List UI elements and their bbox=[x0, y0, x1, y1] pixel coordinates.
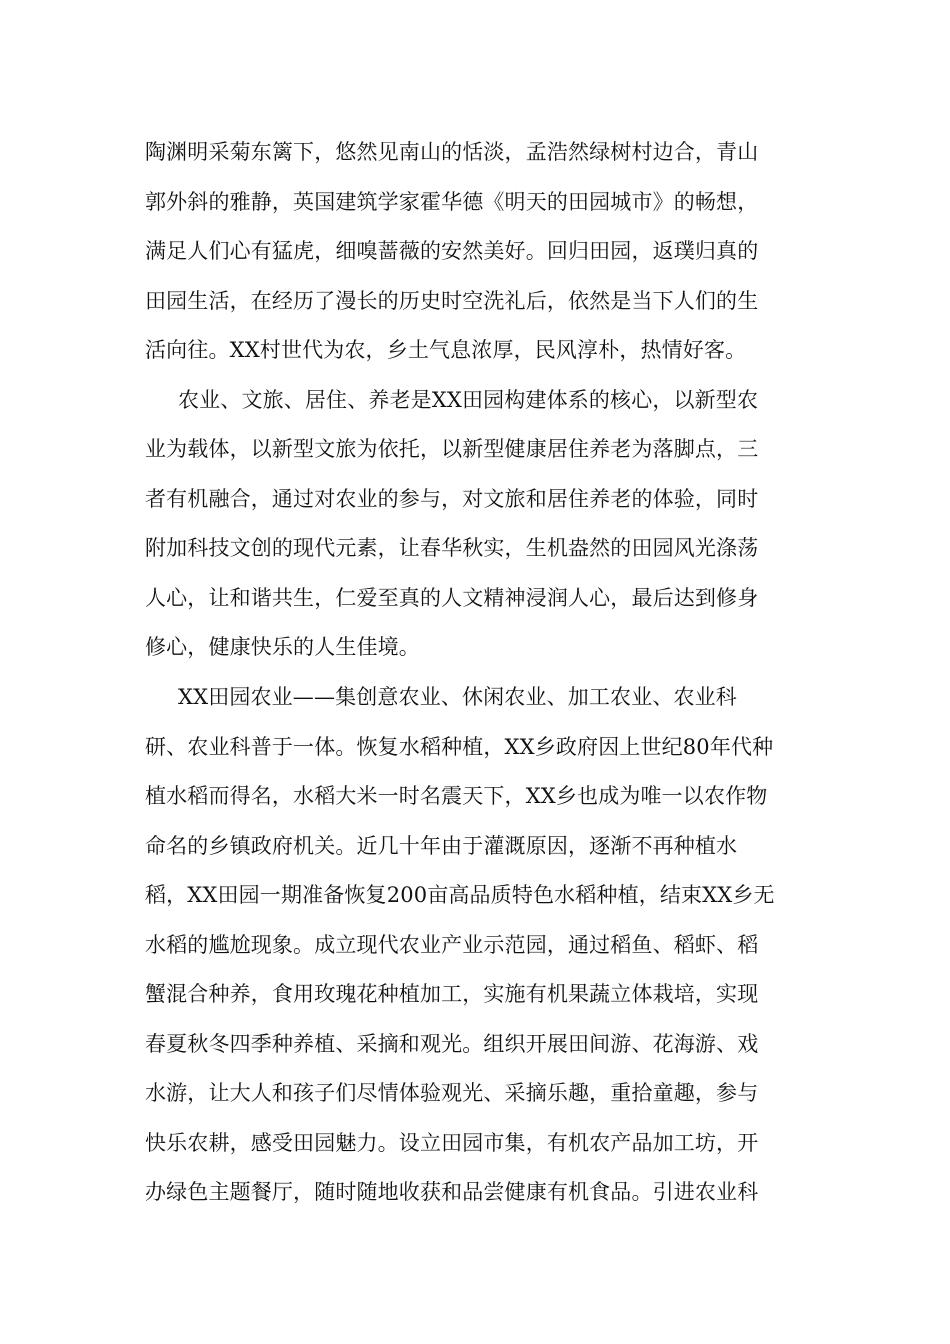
paragraph-first-line: 农业、文旅、居住、养老是XX田园构建体系的核心，以新型农 bbox=[178, 387, 759, 412]
text-line: 蟹混合种养，食用玫瑰花种植加工，实施有机果蔬立体栽培，实现 bbox=[145, 982, 759, 1007]
text-line: 植水稻而得名，水稻大米一时名震天下，XX乡也成为唯一以农作物 bbox=[145, 784, 768, 809]
body-text bbox=[145, 128, 810, 1218]
text-line: 郭外斜的雅静，英国建筑学家霍华德《明天的田园城市》的畅想， bbox=[145, 189, 759, 214]
text-line: 快乐农耕，感受田园魅力。设立田园市集，有机农产品加工坊，开 bbox=[145, 1130, 759, 1155]
text-line: 田园生活，在经历了漫长的历史时空洗礼后，依然是当下人们的生 bbox=[145, 288, 759, 313]
text-line: 满足人们心有猛虎，细嗅蔷薇的安然美好。回归田园，返璞归真的 bbox=[145, 239, 759, 264]
text-line: 研、农业科普于一体。恢复水稻种植，XX乡政府因上世纪80年代种 bbox=[145, 734, 774, 759]
text-line: 者有机融合，通过对农业的参与，对文旅和居住养老的体验，同时 bbox=[145, 486, 759, 511]
text-line: 水游，让大人和孩子们尽情体验观光、采摘乐趣，重拾童趣，参与 bbox=[145, 1081, 759, 1106]
text-line: 陶渊明采菊东篱下，悠然见南山的恬淡，孟浩然绿树村边合，青山 bbox=[145, 140, 759, 164]
text-line: 水稻的尴尬现象。成立现代农业产业示范园，通过稻鱼、稻虾、稻 bbox=[145, 932, 759, 957]
text-line: 附加科技文创的现代元素，让春华秋实，生机盎然的田园风光涤荡 bbox=[145, 536, 759, 561]
text-line: 办绿色主题餐厅，随时随地收获和品尝健康有机食品。引进农业科 bbox=[145, 1180, 759, 1205]
text-line: 春夏秋冬四季种养植、采摘和观光。组织开展田间游、花海游、戏 bbox=[145, 1031, 759, 1056]
paragraph-first-line: XX田园农业——集创意农业、休闲农业、加工农业、农业科 bbox=[178, 685, 737, 710]
text-line: 稻，XX田园一期准备恢复200亩高品质特色水稻种植，结束XX乡无 bbox=[145, 883, 775, 908]
text-line: 活向往。XX村世代为农，乡土气息浓厚，民风淳朴，热情好客。 bbox=[145, 338, 747, 363]
text-line: 人心，让和谐共生，仁爱至真的人文精神浸润人心，最后达到修身 bbox=[145, 585, 759, 610]
text-line: 命名的乡镇政府机关。近几十年由于灌溉原因，逐渐不再种植水 bbox=[145, 833, 738, 858]
text-line: 业为载体，以新型文旅为依托，以新型健康居住养老为落脚点，三 bbox=[145, 437, 759, 462]
text-line: 修心，健康快乐的人生佳境。 bbox=[145, 635, 420, 660]
